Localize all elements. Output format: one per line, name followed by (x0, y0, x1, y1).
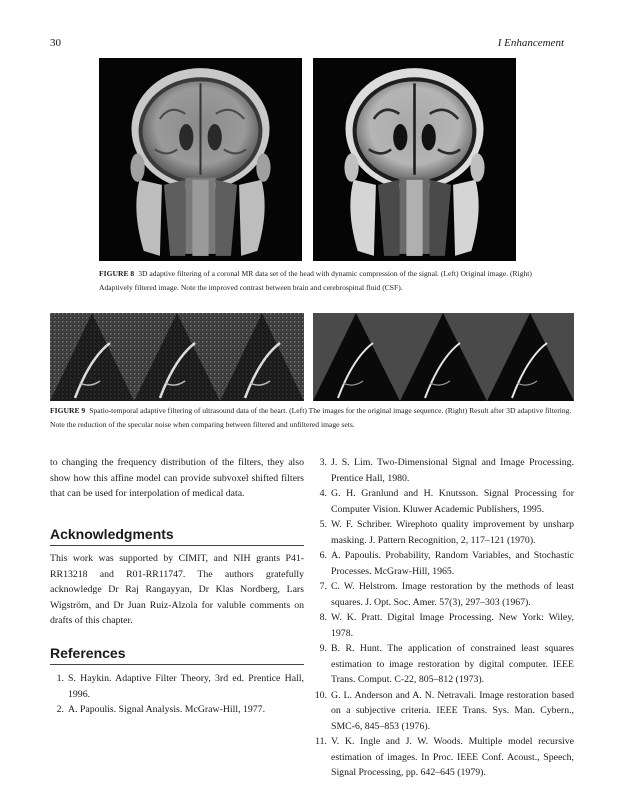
reference-text: A. Papoulis. Probability, Random Variables, and Stochastic Processes. McGraw-Hill, 1965. (331, 550, 574, 577)
page-header (50, 37, 564, 51)
ultrasound-original-sequence (50, 313, 304, 401)
reference-item (313, 517, 574, 548)
reference-item (313, 610, 574, 641)
reference-text: W. K. Pratt. Digital Image Processing. New York: Wiley, 1978. (331, 612, 574, 639)
references-list-left (50, 671, 304, 718)
reference-number: 9. (319, 643, 327, 654)
intro-paragraph: to changing the frequency distribution of the filters, they also show how this affine model can provide subvoxel shifted filters that can be used for interpolation of medical data. (50, 457, 304, 499)
reference-number: 2. (56, 704, 64, 715)
reference-text: V. K. Ingle and J. W. Woods. Multiple model recursive estimation of images. In Proc. IEEE Conf. Acoust., Speech, Signal Processing, pp. 642–645 (1979). (331, 736, 574, 778)
reference-item (313, 548, 574, 579)
reference-text: A. Papoulis. Signal Analysis. McGraw-Hill, 1977. (68, 704, 266, 715)
mr-original-image (99, 58, 302, 261)
running-head: I Enhancement (497, 37, 564, 49)
reference-text: C. W. Helstrom. Image restoration by the methods of least squares. J. Opt. Soc. Amer. 57(3), 297–303 (1967). (331, 581, 574, 608)
reference-item (50, 671, 304, 702)
page-number: 30 (50, 37, 61, 49)
reference-text: S. Haykin. Adaptive Filter Theory, 3rd ed. Prentice Hall, 1996. (68, 673, 304, 700)
reference-item (313, 641, 574, 688)
reference-number: 7. (319, 581, 327, 592)
figure-8-caption-text: 3D adaptive filtering of a coronal MR data set of the head with dynamic compression of the signal. (Left) Original image. (Right) Adaptively filtered image. Note the improved contrast between brain and cerebrospinal fluid (CSF). (99, 269, 532, 292)
references-heading: References (50, 645, 304, 665)
reference-item (50, 702, 304, 718)
figure-9-caption (50, 404, 574, 432)
reference-item (313, 579, 574, 610)
reference-item (313, 688, 574, 735)
references-list-right (313, 455, 574, 781)
reference-number: 8. (319, 612, 327, 623)
reference-number: 3. (319, 457, 327, 468)
reference-number: 1. (56, 673, 64, 684)
reference-item (313, 734, 574, 781)
reference-text: W. F. Schriber. Wirephoto quality improvement by unsharp masking. J. Pattern Recognition, 2, 117–121 (1970). (331, 519, 574, 546)
reference-text: G. L. Anderson and A. N. Netravali. Image restoration based on a subjective criteria. IEEE Trans. Sys. Man. Cybern., SMC-6, 845–853 (1976). (331, 689, 574, 732)
acknowledgments-text: This work was supported by CIMIT, and NIH grants P41-RR13218 and R01-RR11747. The authors gratefully acknowledge Dr Raj Rangayyan, Dr Klas Nordberg, Lars Wigström, and Dr Juan Ruiz-Alzola for valuble comments on drafts of this chapter. (50, 553, 304, 626)
reference-number: 5. (319, 519, 327, 530)
figure-8-caption (99, 267, 537, 295)
ultrasound-filtered-sequence (313, 313, 574, 401)
reference-text: B. R. Hunt. The application of constrained least squares estimation to image restoration by digital computer. IEEE Trans. Comput. C-22, 805–812 (1973). (331, 643, 574, 685)
reference-number: 10. (314, 689, 327, 701)
figure-9-label: FIGURE 9 (50, 406, 86, 415)
reference-number: 11. (315, 736, 327, 747)
reference-number: 4. (319, 488, 327, 499)
reference-number: 6. (319, 550, 327, 561)
acknowledgments-heading: Acknowledgments (50, 526, 304, 546)
figure-8-label: FIGURE 8 (99, 269, 135, 278)
reference-text: J. S. Lim. Two-Dimensional Signal and Image Processing. Prentice Hall, 1980. (331, 457, 574, 484)
figure-9-caption-text: Spatio-temporal adaptive filtering of ultrasound data of the heart. (Left) The images for the original image sequence. (Right) Result after 3D adaptive filtering. Note the reduction of the specular noise when comparing between filtered and unfiltered image sets. (50, 406, 572, 429)
mr-filtered-image (313, 58, 516, 261)
reference-item (313, 455, 574, 486)
reference-item (313, 486, 574, 517)
reference-text: G. H. Granlund and H. Knutsson. Signal Processing for Computer Vision. Kluwer Academic Publishers, 1995. (331, 488, 574, 515)
